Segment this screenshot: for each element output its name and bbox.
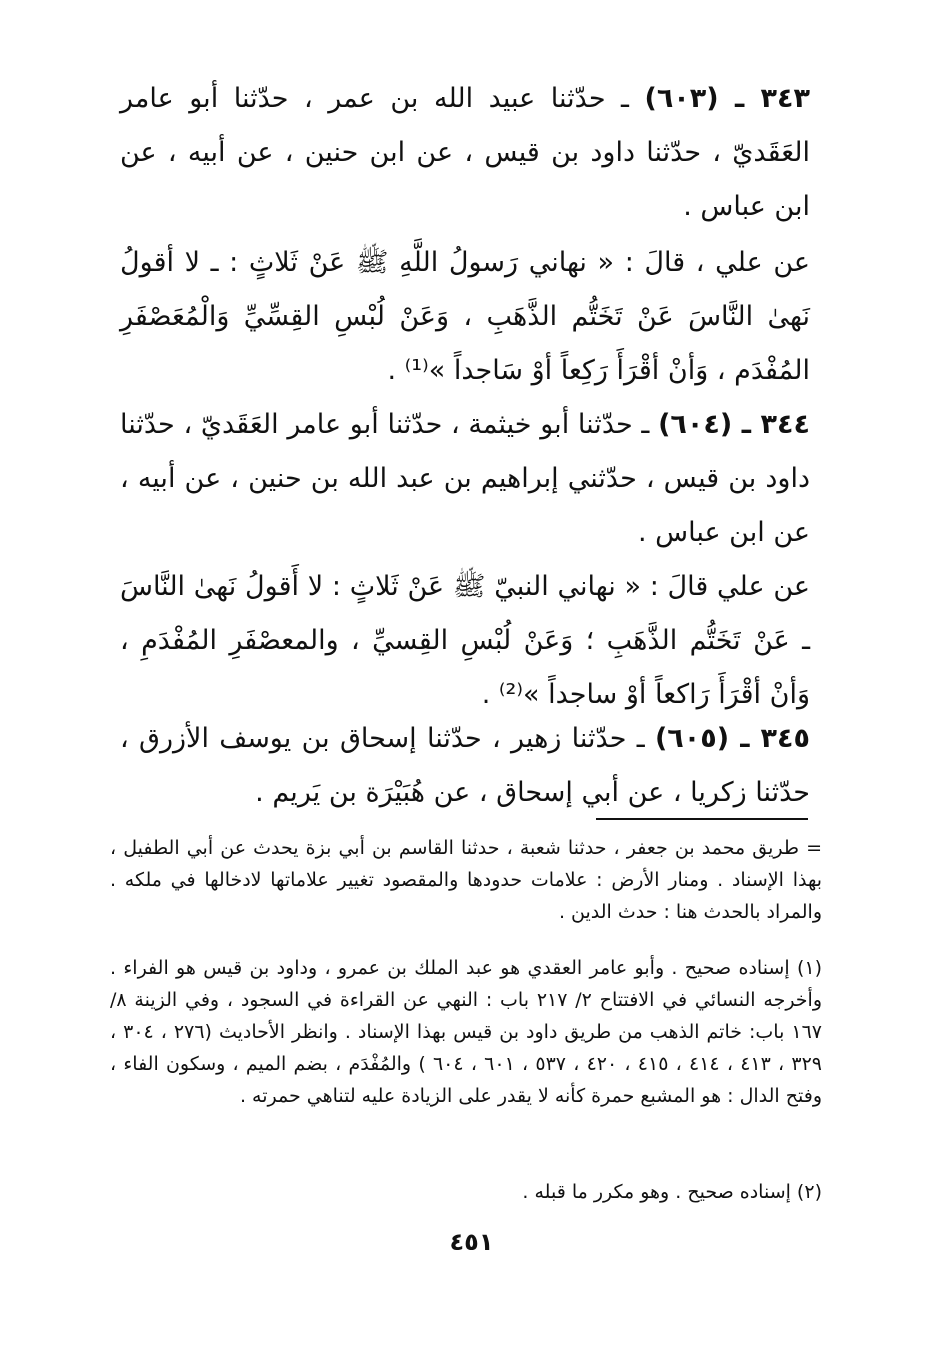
footnote-2: (٢) إسناده صحيح . وهو مكرر ما قبله . <box>522 1181 822 1203</box>
hadith-344-text: عن علي قالَ : « نهاني النبيّ ﷺ عَنْ ثَلاثٍ : لا أَقولُ نَهىٰ النَّاسَ ـ عَنْ تَخَتُّم الذَّهَبِ ؛ وَعَنْ لُبْسِ القِسيِّ ، والمعصْفَرِ المُفْدَمِ ، وَأنْ أقْرَأَ رَاكعاً أوْ ساجداً »⁽²⁾ . <box>120 571 810 710</box>
footnote-1: (١) إسناده صحيح . وأبو عامر العقدي هو عبد الملك بن عمرو ، وداود بن قيس هو الفراء . وأخرجه النسائي في الافتتاح ٢/ ٢١٧ باب : النهي عن القراءة في السجود ، وفي الزينة ٨/ ١٦٧ باب: خاتم الذهب من طريق داود بن قيس بهذا الإسناد . وانظر الأحاديث (٢٧٦ ، ٣٠٤ ، ٣٢٩ ، ٤١٣ ، ٤١٤ ، ٤١٥ ، ٤٢٠ ، ٥٣٧ ، ٦٠١ ، ٦٠٤ ) والمُفْدَم ، بضم الميم ، وسكون الفاء ، وفتح الدال : هو المشبع حمرة كأنه لا يقدر على الزيادة عليه لتناهي حمرته . <box>110 957 823 1107</box>
hadith-number: ٣٤٤ ـ (٦٠٤) <box>658 409 810 440</box>
footnote-continuation: = طريق محمد بن جعفر ، حدثنا شعبة ، حدثنا القاسم بن أبي بزة يحدث عن أبي الطفيل ، بهذا الإسناد . ومنار الأرض : علامات حدودها والمقصود تغيير علاماتها لادخالها في ملكه . والمراد بالحدث هنا : حدث الدين . <box>110 837 822 923</box>
hadith-343 <box>120 72 810 234</box>
hadith-344 <box>120 398 810 560</box>
hadith-chain: ـ حدّثنا زهير ، حدّثنا إسحاق بن يوسف الأزرق ، حدّثنا زكريا ، عن أبي إسحاق ، عن هُبَيْرَة بن يَريم . <box>120 723 810 808</box>
hadith-345 <box>120 712 810 820</box>
footnote-separator <box>596 818 808 820</box>
hadith-chain: ـ حدّثنا أبو خيثمة ، حدّثنا أبو عامر العَقَديّ ، حدّثنا داود بن قيس ، حدّثني إبراهيم بن عبد الله بن حنين ، عن أبيه ، عن ابن عباس . <box>120 409 810 548</box>
page-number: ٤٥١ <box>449 1228 494 1256</box>
hadith-number: ٣٤٥ ـ (٦٠٥) <box>654 723 810 754</box>
hadith-number: ٣٤٣ ـ (٦٠٣) <box>644 83 810 114</box>
hadith-chain: ـ حدّثنا عبيد الله بن عمر ، حدّثنا أبو عامر العَقَديّ ، حدّثنا داود بن قيس ، عن ابن حنين ، عن أبيه ، عن ابن عباس . <box>120 83 810 222</box>
hadith-343-text: عن علي ، قالَ : « نهاني رَسولُ اللَّهِ ﷺ عَنْ ثَلاثٍ : ـ لا أقولُ نَهىٰ النَّاسَ عَنْ تَخَتُّم الذَّهَبِ ، وَعَنْ لُبْسِ القِسِّيِّ وَالْمُعَصْفَرِ المُفْدَم ، وَأنْ أقْرَأَ رَكِعاً أوْ سَاجداً »⁽¹⁾ . <box>120 247 810 386</box>
